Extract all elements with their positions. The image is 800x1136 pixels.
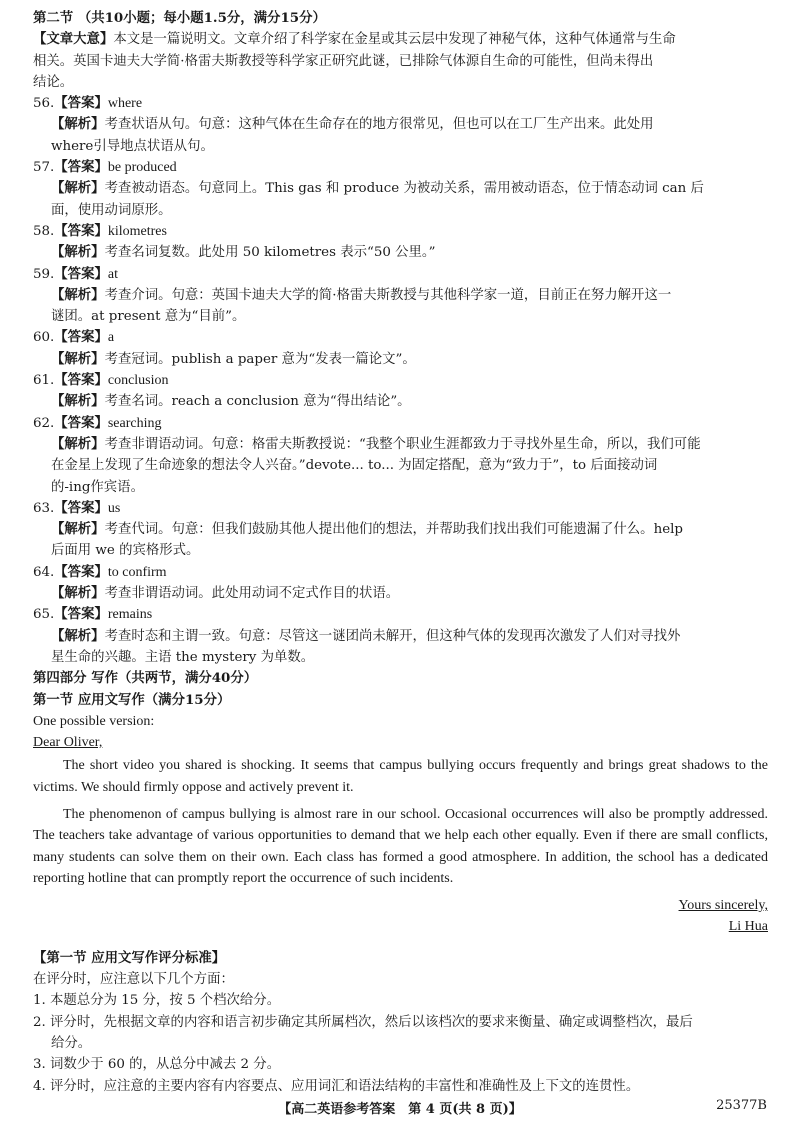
question-number: 62. xyxy=(33,415,55,431)
footer-code: 25377B xyxy=(716,1098,767,1113)
analysis-text: 星生命的兴趣。主语 the mystery 为单数。 xyxy=(51,649,315,665)
question-number: 57. xyxy=(33,160,55,176)
criteria-item: 1. 本题总分为 15 分，按 5 个档次给分。 xyxy=(33,993,281,1009)
analysis-label: 【解析】 xyxy=(51,116,105,133)
criteria-intro: 在评分时，应注意以下几个方面： xyxy=(33,972,234,988)
answer-value: to confirm xyxy=(107,564,167,580)
part4-heading: 第四部分 写作（共两节，满分40分） xyxy=(33,670,258,687)
analysis-text: 考查名词复数。此处用 50 kilometres 表示“50 公里。” xyxy=(104,245,436,261)
analysis-text: 考查冠词。publish a paper 意为“发表一篇论文”。 xyxy=(104,351,416,367)
analysis-text: 的-ing作宾语。 xyxy=(51,479,144,495)
analysis-label: 【解析】 xyxy=(51,585,105,602)
analysis-label: 【解析】 xyxy=(51,180,105,197)
analysis-label: 【解析】 xyxy=(51,286,105,303)
analysis-line xyxy=(33,178,768,199)
analysis-text: 考查名词。reach a conclusion 意为“得出结论”。 xyxy=(104,394,411,410)
analysis-text: 后面用 we 的宾格形式。 xyxy=(51,543,200,559)
letter-greeting: Dear Oliver, xyxy=(33,735,103,751)
question-number: 65. xyxy=(33,607,55,623)
analysis-label: 【解析】 xyxy=(51,393,105,410)
answer-label: 【答案】 xyxy=(54,222,108,239)
question-number: 58. xyxy=(33,223,55,239)
answer-label: 【答案】 xyxy=(54,265,108,282)
answer-line xyxy=(33,221,768,242)
analysis-label: 【解析】 xyxy=(51,435,105,452)
analysis-line xyxy=(33,477,768,498)
analysis-line xyxy=(33,114,768,135)
footer-text: 【高二英语参考答案 第 4 页(共 8 页)】 xyxy=(278,1102,522,1117)
analysis-text: 面，使用动词原形。 xyxy=(51,202,172,218)
summary-line-1 xyxy=(33,29,768,50)
analysis-text: 考查非谓语动词。此处用动词不定式作目的状语。 xyxy=(104,586,400,602)
analysis-text: 考查代词。句意：但我们鼓励其他人提出他们的想法，并帮助我们找出我们可能遗漏了什么。help xyxy=(104,522,683,538)
answer-line xyxy=(33,413,768,434)
answer-label: 【答案】 xyxy=(54,372,108,389)
summary-line-3: 结论。 xyxy=(33,74,74,90)
analysis-line xyxy=(33,285,768,306)
possible-version: One possible version: xyxy=(33,713,155,729)
answer-value: be produced xyxy=(107,160,177,176)
analysis-text: 考查非谓语动词。句意：格雷夫斯教授说：“我整个职业生涯都致力于寻找外星生命，所以，我们可能 xyxy=(104,436,701,452)
letter-signature: Li Hua xyxy=(728,919,768,935)
answer-line xyxy=(33,93,768,114)
section2-heading: 第二节 （共10小题；每小题1.5分，满分15分） xyxy=(33,10,326,26)
criteria-item: 3. 词数少于 60 的，从总分中减去 2 分。 xyxy=(33,1057,281,1073)
analysis-label: 【解析】 xyxy=(51,521,105,538)
answer-value: searching xyxy=(107,415,162,431)
analysis-line xyxy=(33,519,768,540)
answer-value: kilometres xyxy=(107,223,167,239)
answer-line xyxy=(33,157,768,178)
answer-page xyxy=(33,8,768,1097)
question-number: 61. xyxy=(33,373,55,389)
letter-paragraph: The short video you shared is shocking. It seems that campus bullying occurs frequently and brings great shadows to the victims. We should firmly oppose and actively prevent it. xyxy=(33,758,768,795)
analysis-line xyxy=(33,455,768,476)
page-footer xyxy=(0,1098,800,1122)
answer-value: at xyxy=(107,266,118,282)
analysis-line xyxy=(33,242,768,263)
analysis-line xyxy=(33,434,768,455)
answer-label: 【答案】 xyxy=(54,329,108,346)
criteria-item: 给分。 xyxy=(51,1035,92,1051)
answer-line xyxy=(33,604,768,625)
analysis-line xyxy=(33,626,768,647)
answer-line xyxy=(33,264,768,285)
letter-closing: Yours sincerely, xyxy=(678,898,768,914)
summary-text: 本文是一篇说明文。文章介绍了科学家在金星或其云层中发现了神秘气体，这种气体通常与生命 xyxy=(113,32,676,48)
analysis-line xyxy=(33,200,768,221)
analysis-line xyxy=(33,391,768,412)
criteria-item: 4. 评分时，应注意的主要内容有内容要点、应用词汇和语法结构的丰富性和准确性及上下文的连贯性。 xyxy=(33,1078,640,1094)
answer-line xyxy=(33,562,768,583)
answer-value: remains xyxy=(107,607,153,623)
analysis-text: 考查被动语态。句意同上。This gas 和 produce 为被动关系，需用被动语态，位于情态动词 can 后 xyxy=(104,181,704,197)
answer-label: 【答案】 xyxy=(54,499,108,516)
question-number: 63. xyxy=(33,500,55,516)
question-number: 64. xyxy=(33,564,55,580)
analysis-text: 考查介词。句意：英国卡迪夫大学的简·格雷夫斯教授与其他科学家一道，目前正在努力解开这一 xyxy=(104,287,672,303)
analysis-line xyxy=(33,136,768,157)
analysis-text: where引导地点状语从句。 xyxy=(51,138,214,154)
letter-paragraph: The phenomenon of campus bullying is almost rare in our school. Occasional occurrences will also be promptly addressed. The teachers take advantage of various opportunities to demand that we help each other equally. Even if there are small conflicts, many students can solve them on their own. Each class has formed a good atmosphere. In addition, the school has a dedicated reporting hotline that can promptly report the occurrence of such incidents. xyxy=(33,806,768,886)
analysis-text: 考查状语从句。句意：这种气体在生命存在的地方很常见，但也可以在工厂生产出来。此处用 xyxy=(104,117,654,133)
summary-line-2: 相关。英国卡迪夫大学简·格雷夫斯教授等科学家正研究此谜，已排除气体源自生命的可能性，但尚未得出 xyxy=(33,53,654,69)
answer-value: a xyxy=(107,330,115,346)
question-number: 60. xyxy=(33,330,55,346)
criteria-item: 2. 评分时，先根据文章的内容和语言初步确定其所属档次，然后以该档次的要求来衡量、确定或调整档次，最后 xyxy=(33,1014,693,1030)
analysis-label: 【解析】 xyxy=(51,350,105,367)
answer-line xyxy=(33,327,768,348)
analysis-line xyxy=(33,540,768,561)
analysis-line xyxy=(33,306,768,327)
answer-label: 【答案】 xyxy=(54,606,108,623)
analysis-label: 【解析】 xyxy=(51,244,105,261)
answer-label: 【答案】 xyxy=(54,159,108,176)
analysis-text: 谜团。at present 意为“目前”。 xyxy=(51,309,246,325)
answer-value: us xyxy=(107,500,121,516)
analysis-text: 考查时态和主谓一致。句意：尽管这一谜团尚未解开，但这种气体的发现再次激发了人们对寻找外 xyxy=(104,628,681,644)
answer-label: 【答案】 xyxy=(54,95,108,112)
part4-subheading: 第一节 应用文写作（满分15分） xyxy=(33,691,231,708)
answer-line xyxy=(33,498,768,519)
answer-label: 【答案】 xyxy=(54,563,108,580)
summary-label: 【文章大意】 xyxy=(33,31,114,48)
answer-list xyxy=(33,93,768,668)
answer-label: 【答案】 xyxy=(54,414,108,431)
analysis-line xyxy=(33,349,768,370)
question-number: 56. xyxy=(33,96,55,112)
analysis-text: 在金星上发现了生命迹象的想法令人兴奋。”devote... to... 为固定搭配，意为“致力于”，to 后面接动词 xyxy=(51,458,658,474)
answer-value: where xyxy=(107,96,143,112)
question-number: 59. xyxy=(33,266,55,282)
answer-value: conclusion xyxy=(107,373,169,389)
analysis-line xyxy=(33,583,768,604)
criteria-heading: 【第一节 应用文写作评分标准】 xyxy=(33,949,226,966)
analysis-line xyxy=(33,647,768,668)
answer-line xyxy=(33,370,768,391)
analysis-label: 【解析】 xyxy=(51,627,105,644)
